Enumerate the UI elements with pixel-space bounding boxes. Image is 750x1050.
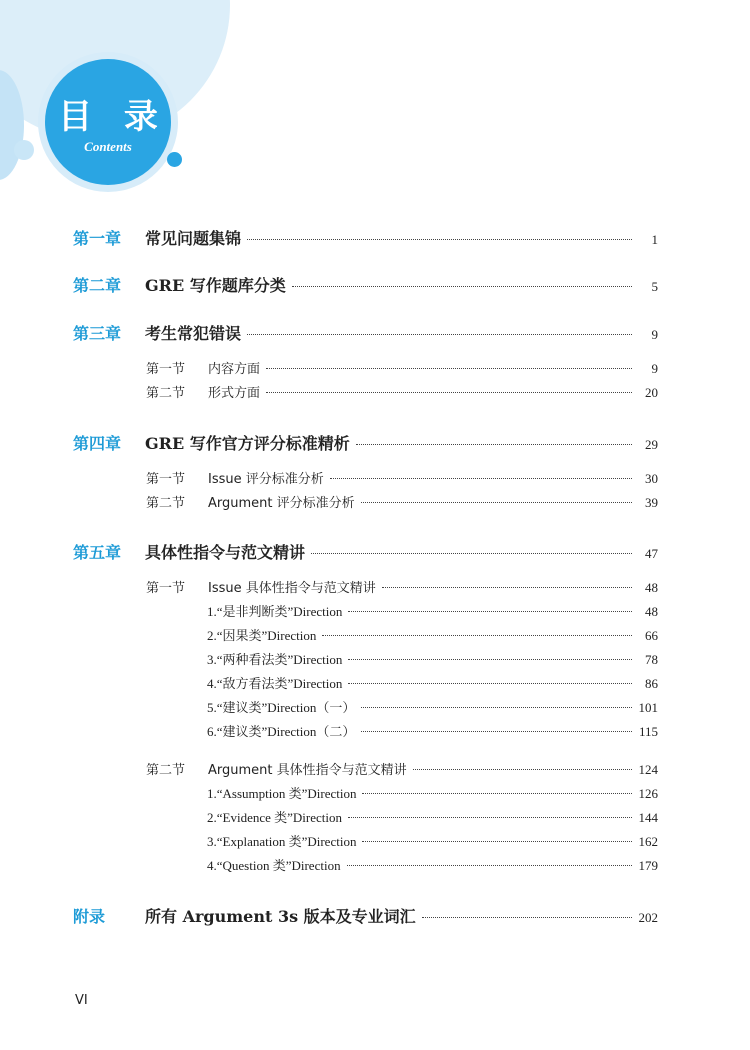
entry-title: GRE 写作官方评分标准精析 xyxy=(145,434,350,453)
dot-leader xyxy=(347,865,632,866)
toc-entry-section[interactable] xyxy=(146,468,658,487)
entry-title: Argument 具体性指令与范文精讲 xyxy=(208,763,407,778)
dot-leader xyxy=(348,683,632,684)
toc-entry-item[interactable] xyxy=(207,855,658,874)
entry-title: 常见问题集锦 xyxy=(145,229,242,248)
entry-title: 内容方面 xyxy=(208,362,261,377)
entry-page: 101 xyxy=(638,700,658,715)
entry-title: 所有 Argument 3s 版本及专业词汇 xyxy=(145,907,416,926)
entry-number: 第二章 xyxy=(73,276,122,295)
entry-title: 6.“建议类”Direction（二） xyxy=(207,724,356,739)
entry-number: 第一节 xyxy=(146,581,186,596)
dot-leader xyxy=(330,478,632,479)
toc-entry-item[interactable] xyxy=(207,649,658,668)
dot-leader xyxy=(348,659,632,660)
entry-page: 9 xyxy=(651,361,658,376)
toc-entry-chapter[interactable] xyxy=(73,540,658,563)
entry-number: 第一节 xyxy=(146,362,186,377)
entry-page: 20 xyxy=(645,385,658,400)
entry-title: 4.“敌方看法类”Direction xyxy=(207,676,343,691)
dot-leader xyxy=(348,611,632,612)
entry-title: 考生常犯错误 xyxy=(145,324,242,343)
toc-entry-section[interactable] xyxy=(146,577,658,596)
page-number: VI xyxy=(75,993,88,1008)
entry-page: 144 xyxy=(638,810,658,825)
entry-page: 29 xyxy=(645,437,658,452)
page-title: 目 录 xyxy=(58,97,168,137)
entry-page: 5 xyxy=(651,279,658,294)
entry-page: 47 xyxy=(645,546,658,561)
entry-title: 2.“因果类”Direction xyxy=(207,628,317,643)
entry-title: 2.“Evidence 类”Direction xyxy=(207,810,342,825)
entry-title: 3.“两种看法类”Direction xyxy=(207,652,343,667)
dot-leader xyxy=(413,769,632,770)
entry-page: 202 xyxy=(638,910,658,925)
entry-page: 48 xyxy=(645,580,658,595)
toc-entry-section[interactable] xyxy=(146,759,658,778)
dot-leader xyxy=(361,707,632,708)
toc-entry-item[interactable] xyxy=(207,807,658,826)
entry-number: 附录 xyxy=(73,907,106,926)
entry-title: 1.“是非判断类”Direction xyxy=(207,604,343,619)
entry-page: 86 xyxy=(645,676,658,691)
dot-leader xyxy=(348,817,632,818)
toc-entry-section[interactable] xyxy=(146,382,658,401)
entry-title: Argument 评分标准分析 xyxy=(208,496,355,511)
entry-title: 4.“Question 类”Direction xyxy=(207,858,341,873)
entry-page: 1 xyxy=(651,232,658,247)
dot-leader xyxy=(292,286,632,287)
entry-number: 第三章 xyxy=(73,324,122,343)
toc-entry-appendix[interactable] xyxy=(73,904,658,927)
dot-leader xyxy=(247,239,632,240)
toc-entry-item[interactable] xyxy=(207,601,658,620)
entry-title: 1.“Assumption 类”Direction xyxy=(207,786,357,801)
toc-entry-item[interactable] xyxy=(207,673,658,692)
entry-number: 第二节 xyxy=(146,386,186,401)
dot-leader xyxy=(322,635,632,636)
dot-leader xyxy=(361,502,632,503)
entry-page: 179 xyxy=(638,858,658,873)
toc-entry-item[interactable] xyxy=(207,721,658,740)
entry-title: Issue 评分标准分析 xyxy=(208,472,324,487)
toc-entry-chapter[interactable] xyxy=(73,273,658,296)
entry-page: 78 xyxy=(645,652,658,667)
dot-leader xyxy=(266,392,632,393)
entry-page: 30 xyxy=(645,471,658,486)
entry-page: 48 xyxy=(645,604,658,619)
entry-number: 第二节 xyxy=(146,496,186,511)
entry-number: 第一节 xyxy=(146,472,186,487)
dot-leader xyxy=(266,368,632,369)
dot-leader xyxy=(356,444,632,445)
toc-entry-chapter[interactable] xyxy=(73,431,658,454)
entry-page: 124 xyxy=(638,762,658,777)
entry-page: 126 xyxy=(638,786,658,801)
toc-entry-section[interactable] xyxy=(146,492,658,511)
toc-entry-item[interactable] xyxy=(207,625,658,644)
dot-leader xyxy=(382,587,632,588)
toc-entry-chapter[interactable] xyxy=(73,321,658,344)
entry-title: 5.“建议类”Direction（一） xyxy=(207,700,356,715)
dot-leader xyxy=(247,334,632,335)
dot-leader xyxy=(361,731,632,732)
toc-entry-item[interactable] xyxy=(207,783,658,802)
toc-entry-chapter[interactable] xyxy=(73,226,658,249)
entry-number: 第五章 xyxy=(73,543,122,562)
toc-entry-item[interactable] xyxy=(207,831,658,850)
dot-leader xyxy=(422,917,632,918)
entry-title: GRE 写作题库分类 xyxy=(145,276,286,295)
entry-number: 第二节 xyxy=(146,763,186,778)
entry-title: 3.“Explanation 类”Direction xyxy=(207,834,357,849)
entry-page: 66 xyxy=(645,628,658,643)
entry-title: Issue 具体性指令与范文精讲 xyxy=(208,581,376,596)
toc-entry-section[interactable] xyxy=(146,358,658,377)
entry-number: 第一章 xyxy=(73,229,122,248)
toc-entry-item[interactable] xyxy=(207,697,658,716)
entry-title: 具体性指令与范文精讲 xyxy=(145,543,306,562)
entry-page: 39 xyxy=(645,495,658,510)
dot-leader xyxy=(362,793,632,794)
entry-number: 第四章 xyxy=(73,434,122,453)
entry-page: 9 xyxy=(651,327,658,342)
entry-page: 162 xyxy=(638,834,658,849)
entry-title: 形式方面 xyxy=(208,386,261,401)
dot-leader xyxy=(362,841,632,842)
page-subtitle: Contents xyxy=(84,139,132,154)
entry-page: 115 xyxy=(638,724,658,739)
dot-leader xyxy=(311,553,632,554)
